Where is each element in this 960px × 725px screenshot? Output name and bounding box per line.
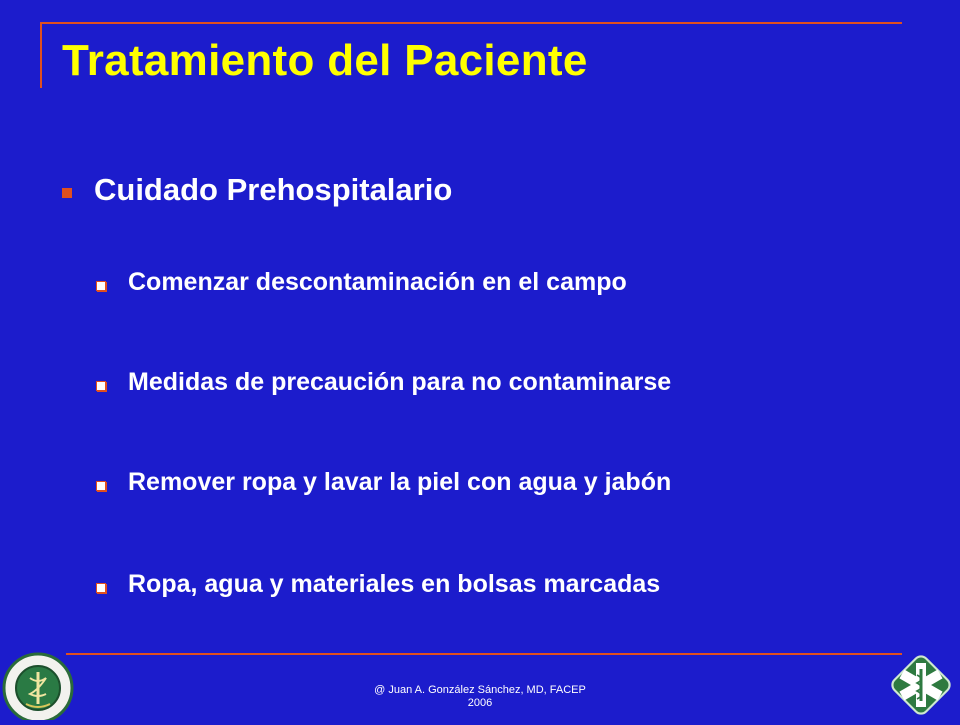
sub-bullet-text: Remover ropa y lavar la piel con agua y jabón	[128, 468, 672, 496]
left-accent-line	[40, 22, 42, 88]
sub-bullet-item	[96, 468, 671, 497]
sub-bullet-text: Medidas de precaución para no contaminarse	[128, 368, 672, 396]
footer-credit	[330, 684, 630, 710]
sub-bullet-item	[96, 570, 660, 599]
sub-bullet-item	[96, 268, 627, 297]
school-seal-logo-icon	[0, 648, 78, 720]
sub-bullet-text: Ropa, agua y materiales en bolsas marcadas	[128, 570, 661, 598]
checkbox-bullet-icon	[96, 381, 106, 391]
star-of-life-logo-icon	[886, 650, 956, 720]
footer-year: 2006	[467, 697, 493, 709]
top-accent-line	[42, 22, 902, 24]
checkbox-bullet-icon	[96, 281, 106, 291]
slide-title: Tratamiento del Paciente	[62, 36, 588, 85]
checkbox-bullet-icon	[96, 481, 106, 491]
square-bullet-icon	[62, 188, 72, 198]
bottom-accent-line	[66, 653, 902, 655]
main-bullet-text: Cuidado Prehospitalario	[94, 172, 453, 207]
checkbox-bullet-icon	[96, 583, 106, 593]
sub-bullet-item	[96, 368, 671, 397]
footer-author: @ Juan A. González Sánchez, MD, FACEP	[374, 684, 586, 696]
sub-bullet-text: Comenzar descontaminación en el campo	[128, 268, 627, 296]
main-bullet	[62, 172, 452, 208]
